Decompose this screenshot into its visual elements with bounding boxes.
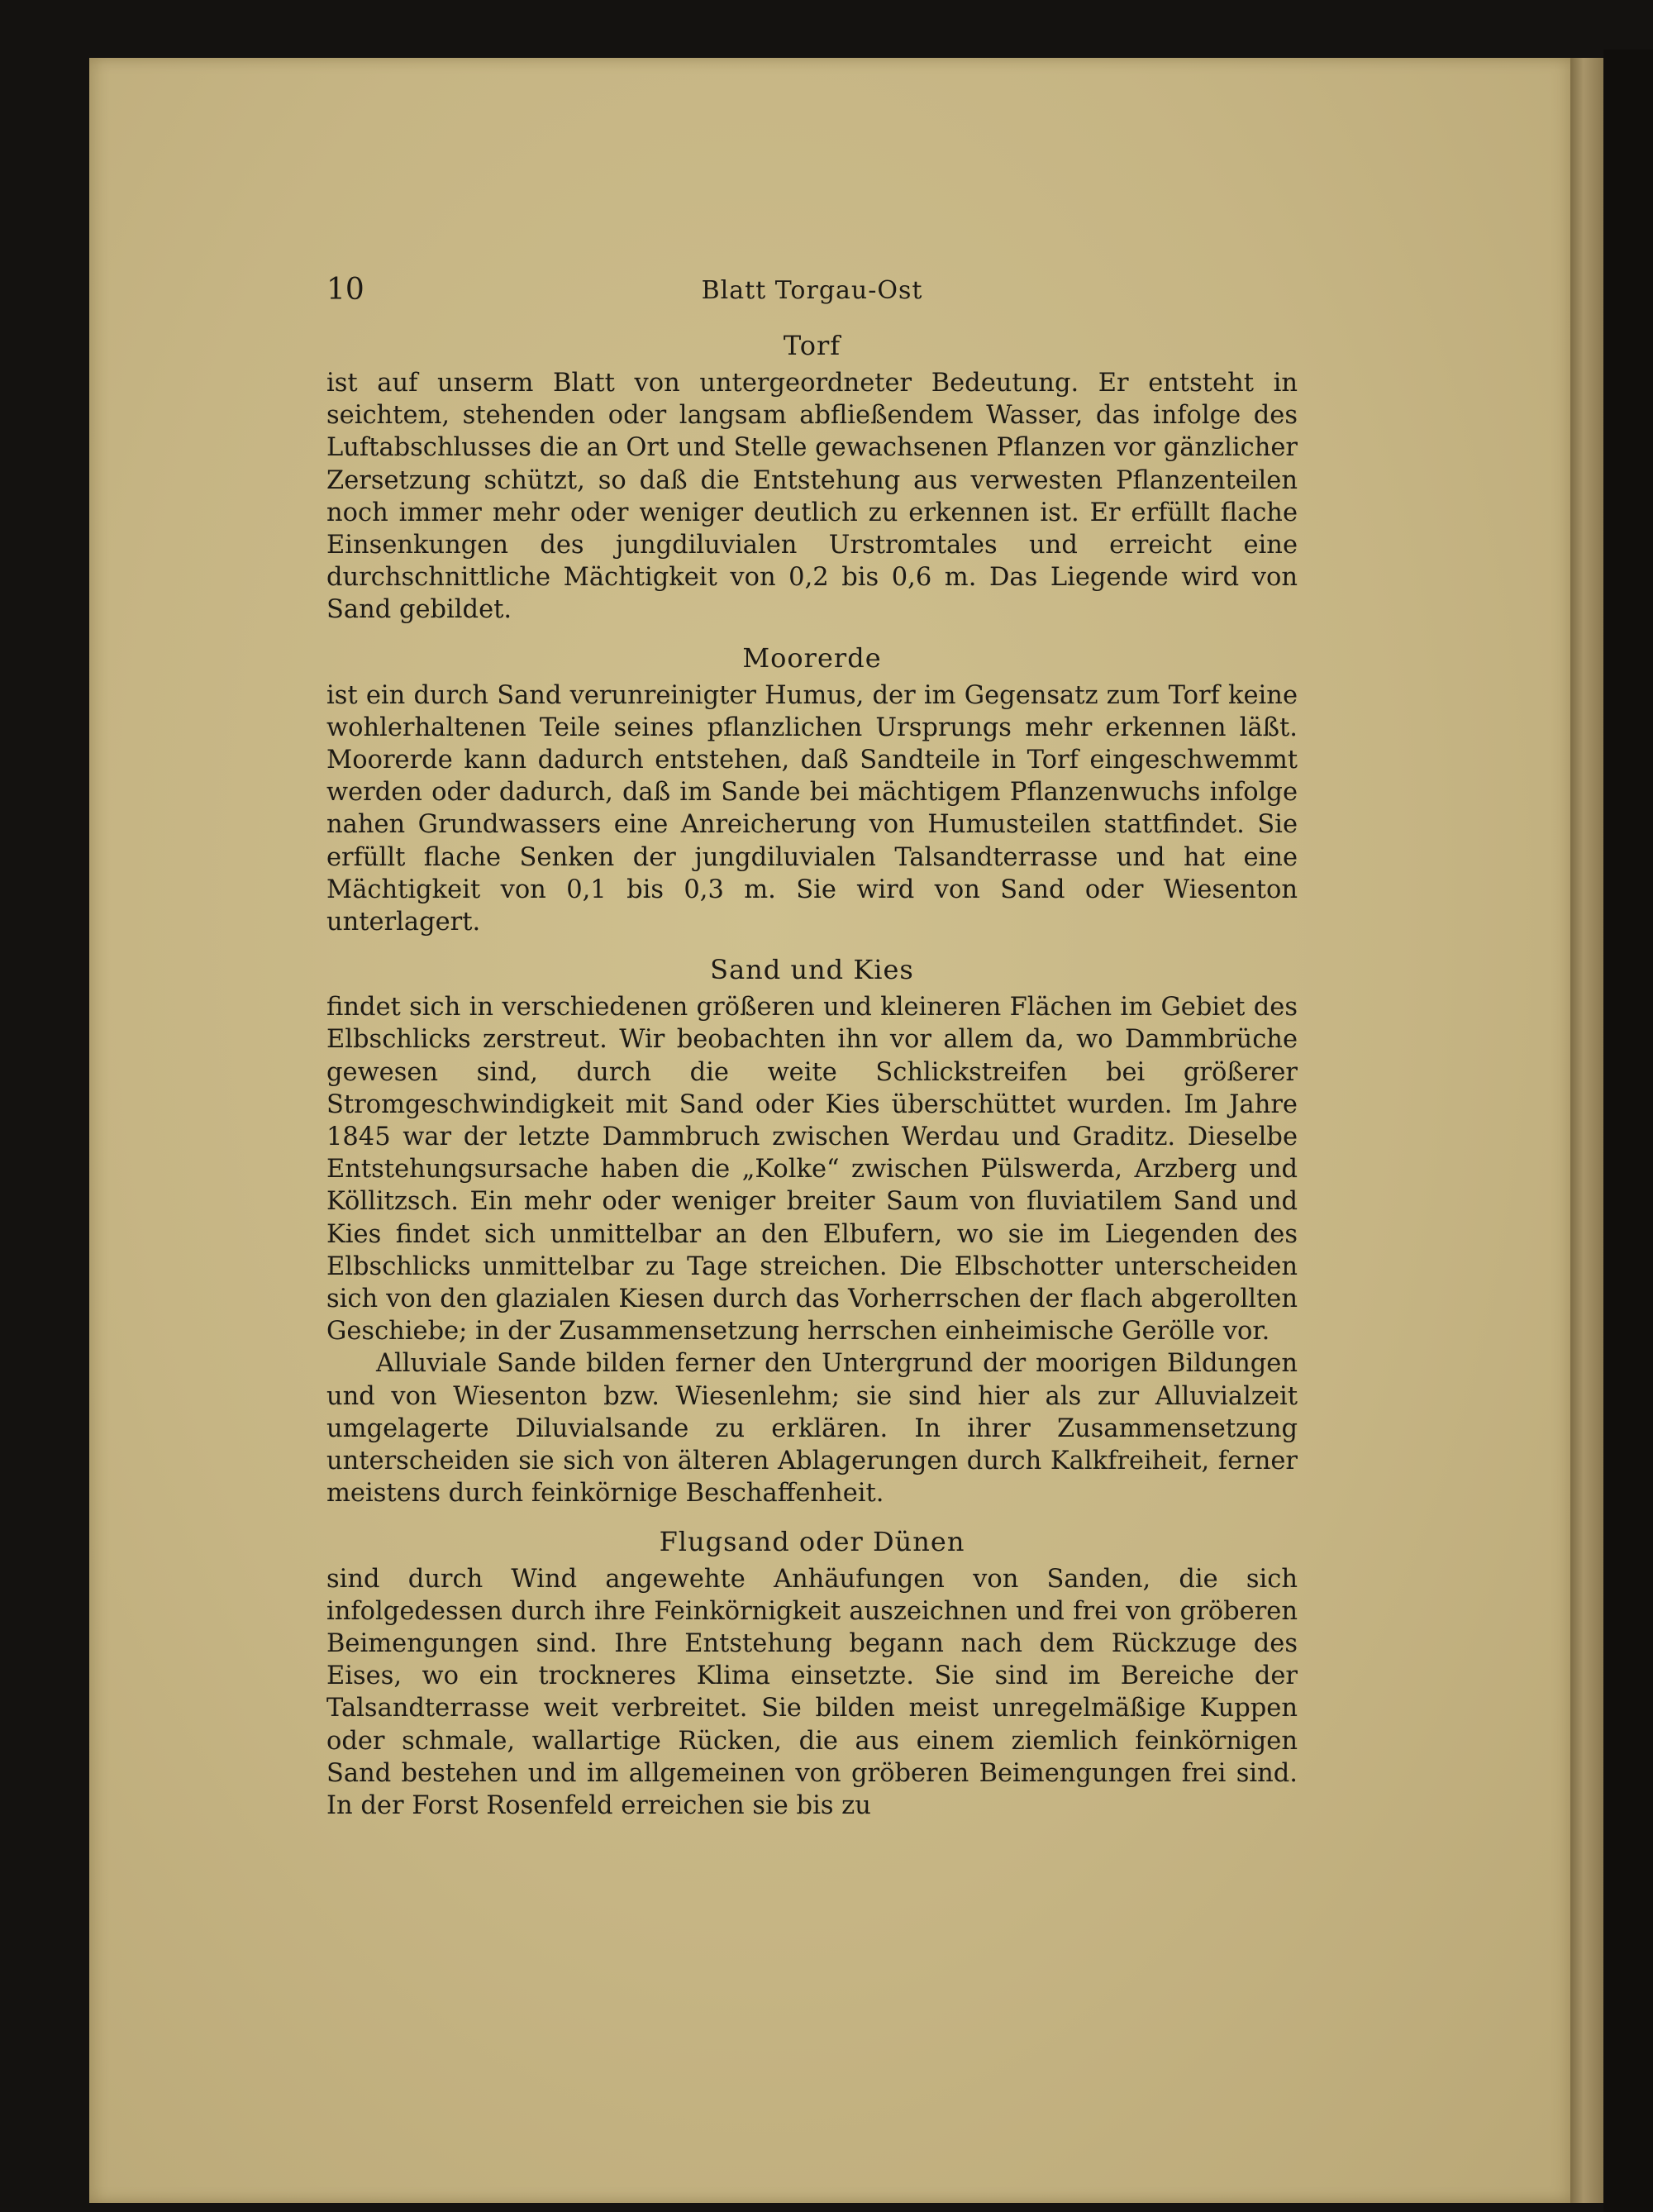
section-paragraph: findet sich in verschiedenen größeren und kleineren Flächen im Gebiet des Elbschlicks zerstreut. Wir beobachten ihn vor allem da, wo Dammbrüche gewesen sind, durch die weite Schlickstreifen bei größerer Stromgeschwindigkeit mit Sand oder Kies überschüttet wurden. Im Jahre 1845 war der letzte Dammbruch zwischen Werdau und Graditz. Dieselbe Entstehungsursache haben die „Kolke“ zwischen Pülswerda, Arzberg und Köllitzsch. Ein mehr oder weniger breiter Saum von fluviatilem Sand und Kies findet sich unmittelbar an den Elbufern, wo sie im Liegenden des Elbschlicks unmittelbar zu Tage streichen. Die Elbschotter unterscheiden sich von den glazialen Kiesen durch das Vorherrschen der flach abgerollten Geschiebe; in der Zusammensetzung herrschen einheimische Gerölle vor. (326, 993, 1298, 1347)
section-title: Flugsand oder Dünen (659, 1525, 965, 1557)
section-moorerde (326, 640, 1298, 939)
running-title: Blatt Torgau-Ost (701, 276, 923, 305)
page-number: 10 (326, 273, 364, 307)
section-title: Sand und Kies (710, 954, 914, 986)
section-paragraph: Alluviale Sande bilden ferner den Untergrund der moorigen Bildungen und von Wiesenton bzw. Wiesenlehm; sie sind hier als zur Alluvialzeit umgelagerte Diluvialsande zu erklären. In ihrer Zusammensetzung unterscheiden sie sich von älteren Ablagerungen durch Kalkfreiheit, ferner meistens durch feinkörnige Beschaffenheit. (326, 1349, 1298, 1509)
section-torf (326, 327, 1298, 627)
section-title: Torf (783, 330, 841, 361)
section-title: Moorerde (742, 641, 882, 674)
section-flugsand (326, 1523, 1298, 1823)
section-sand-und-kies (326, 951, 1298, 1509)
section-paragraph: sind durch Wind angewehte Anhäufungen von Sanden, die sich infolgedessen durch ihre Feinkörnigkeit auszeichnen und frei von gröberen Beimengungen sind. Ihre Entstehung begann nach dem Rückzuge des Eises, wo ein trockneres Klima einsetzte. Sie sind im Bereiche der Talsandterrasse weit verbreitet. Sie bilden meist unregelmäßige Kuppen oder schmale, wallartige Rücken, die aus einem ziemlich feinkörnigen Sand bestehen und im allgemeinen von gröberen Beimengungen frei sind. In der Forst Rosenfeld erreichen sie bis zu (326, 1564, 1298, 1820)
section-paragraph: ist ein durch Sand verunreinigter Humus, der im Gegensatz zum Torf keine wohlerhaltenen Teile seines pflanzlichen Ursprungs mehr erkennen läßt. Moorerde kann dadurch entstehen, daß Sandteile in Torf eingeschwemmt werden oder dadurch, daß im Sande bei mächtigem Pflanzenwuchs infolge nahen Grundwassers eine Anreicherung von Humusteilen stattfindet. Sie erfüllt flache Senken der jungdiluvialen Talsandterrasse und hat eine Mächtigkeit von 0,1 bis 0,3 m. Sie wird von Sand oder Wiesenton unterlagert. (326, 680, 1298, 937)
scan-background-edge (1603, 50, 1653, 2212)
page-text-block (326, 273, 1298, 1835)
section-paragraph: ist auf unserm Blatt von untergeordneter Bedeutung. Er entsteht in seichtem, stehenden oder langsam abfließendem Wasser, das infolge des Luftabschlusses die an Ort und Stelle gewachsenen Pflanzen vor gänzlicher Zersetzung schützt, so daß die Entstehung aus verwesten Pflanzenteilen noch immer mehr oder weniger deutlich zu erkennen ist. Er erfüllt flache Einsenkungen des jungdiluvialen Urstromtales und erreicht eine durchschnittliche Mächtigkeit von 0,2 bis 0,6 m. Das Liegende wird von Sand gebildet. (326, 369, 1298, 625)
running-head (326, 273, 1298, 319)
book-gutter-edge (1570, 58, 1603, 2203)
